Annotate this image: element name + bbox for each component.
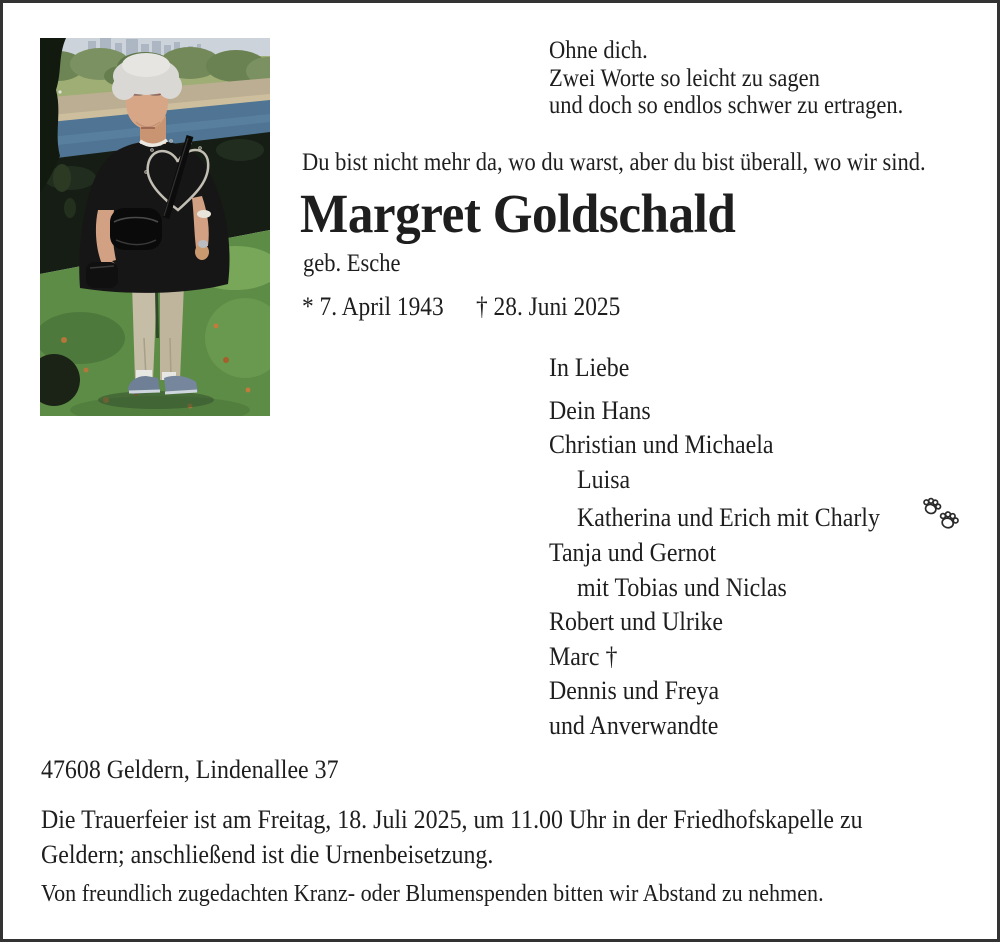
mourner-entry: Marc † bbox=[549, 641, 618, 671]
life-dates bbox=[302, 293, 637, 321]
mourner-entry: mit Tobias und Niclas bbox=[577, 572, 787, 602]
verse-block bbox=[549, 37, 903, 120]
mourner-entry: Tanja und Gernot bbox=[549, 537, 717, 567]
mourners-list bbox=[549, 351, 960, 744]
mourner-entry: Christian und Michaela bbox=[549, 430, 774, 460]
mourner-entry: Katherina und Erich mit Charly bbox=[549, 497, 960, 536]
donation-note: Von freundlich zugedachten Kranz- oder Blumenspenden bitten wir Abstand zu nehmen. bbox=[41, 881, 824, 907]
funeral-details: Die Trauerfeier ist am Freitag, 18. Juli 2025, um 11.00 Uhr in der Friedhofskapelle zu Geldern; anschließend ist die Urnenbeisetzung. bbox=[41, 805, 863, 869]
tribute-line: Du bist nicht mehr da, wo du warst, aber du bist überall, wo wir sind. bbox=[302, 149, 926, 176]
mourner-entry: Dennis und Freya bbox=[549, 676, 720, 706]
paw-prints-icon bbox=[918, 497, 960, 533]
address-line: 47608 Geldern, Lindenallee 37 bbox=[41, 755, 339, 784]
portrait-photo bbox=[40, 38, 270, 416]
mourner-entry: und Anverwandte bbox=[549, 710, 719, 740]
verse-line: und doch so endlos schwer zu ertragen. bbox=[549, 92, 904, 119]
mourners-intro: In Liebe bbox=[549, 353, 630, 382]
maiden-name: geb. Esche bbox=[303, 250, 401, 277]
death-date: † 28. Juni 2025 bbox=[476, 292, 621, 321]
handbag bbox=[110, 208, 162, 250]
mourner-entry: Dein Hans bbox=[549, 395, 651, 425]
birth-date: * 7. April 1943 bbox=[302, 292, 444, 321]
mourner-entry: Luisa bbox=[577, 464, 631, 494]
mourner-entry: Robert und Ulrike bbox=[549, 607, 724, 637]
verse-line: Zwei Worte so leicht zu sagen bbox=[549, 64, 820, 92]
verse-line: Ohne dich. bbox=[549, 37, 648, 64]
deceased-name: Margret Goldschald bbox=[300, 183, 736, 244]
